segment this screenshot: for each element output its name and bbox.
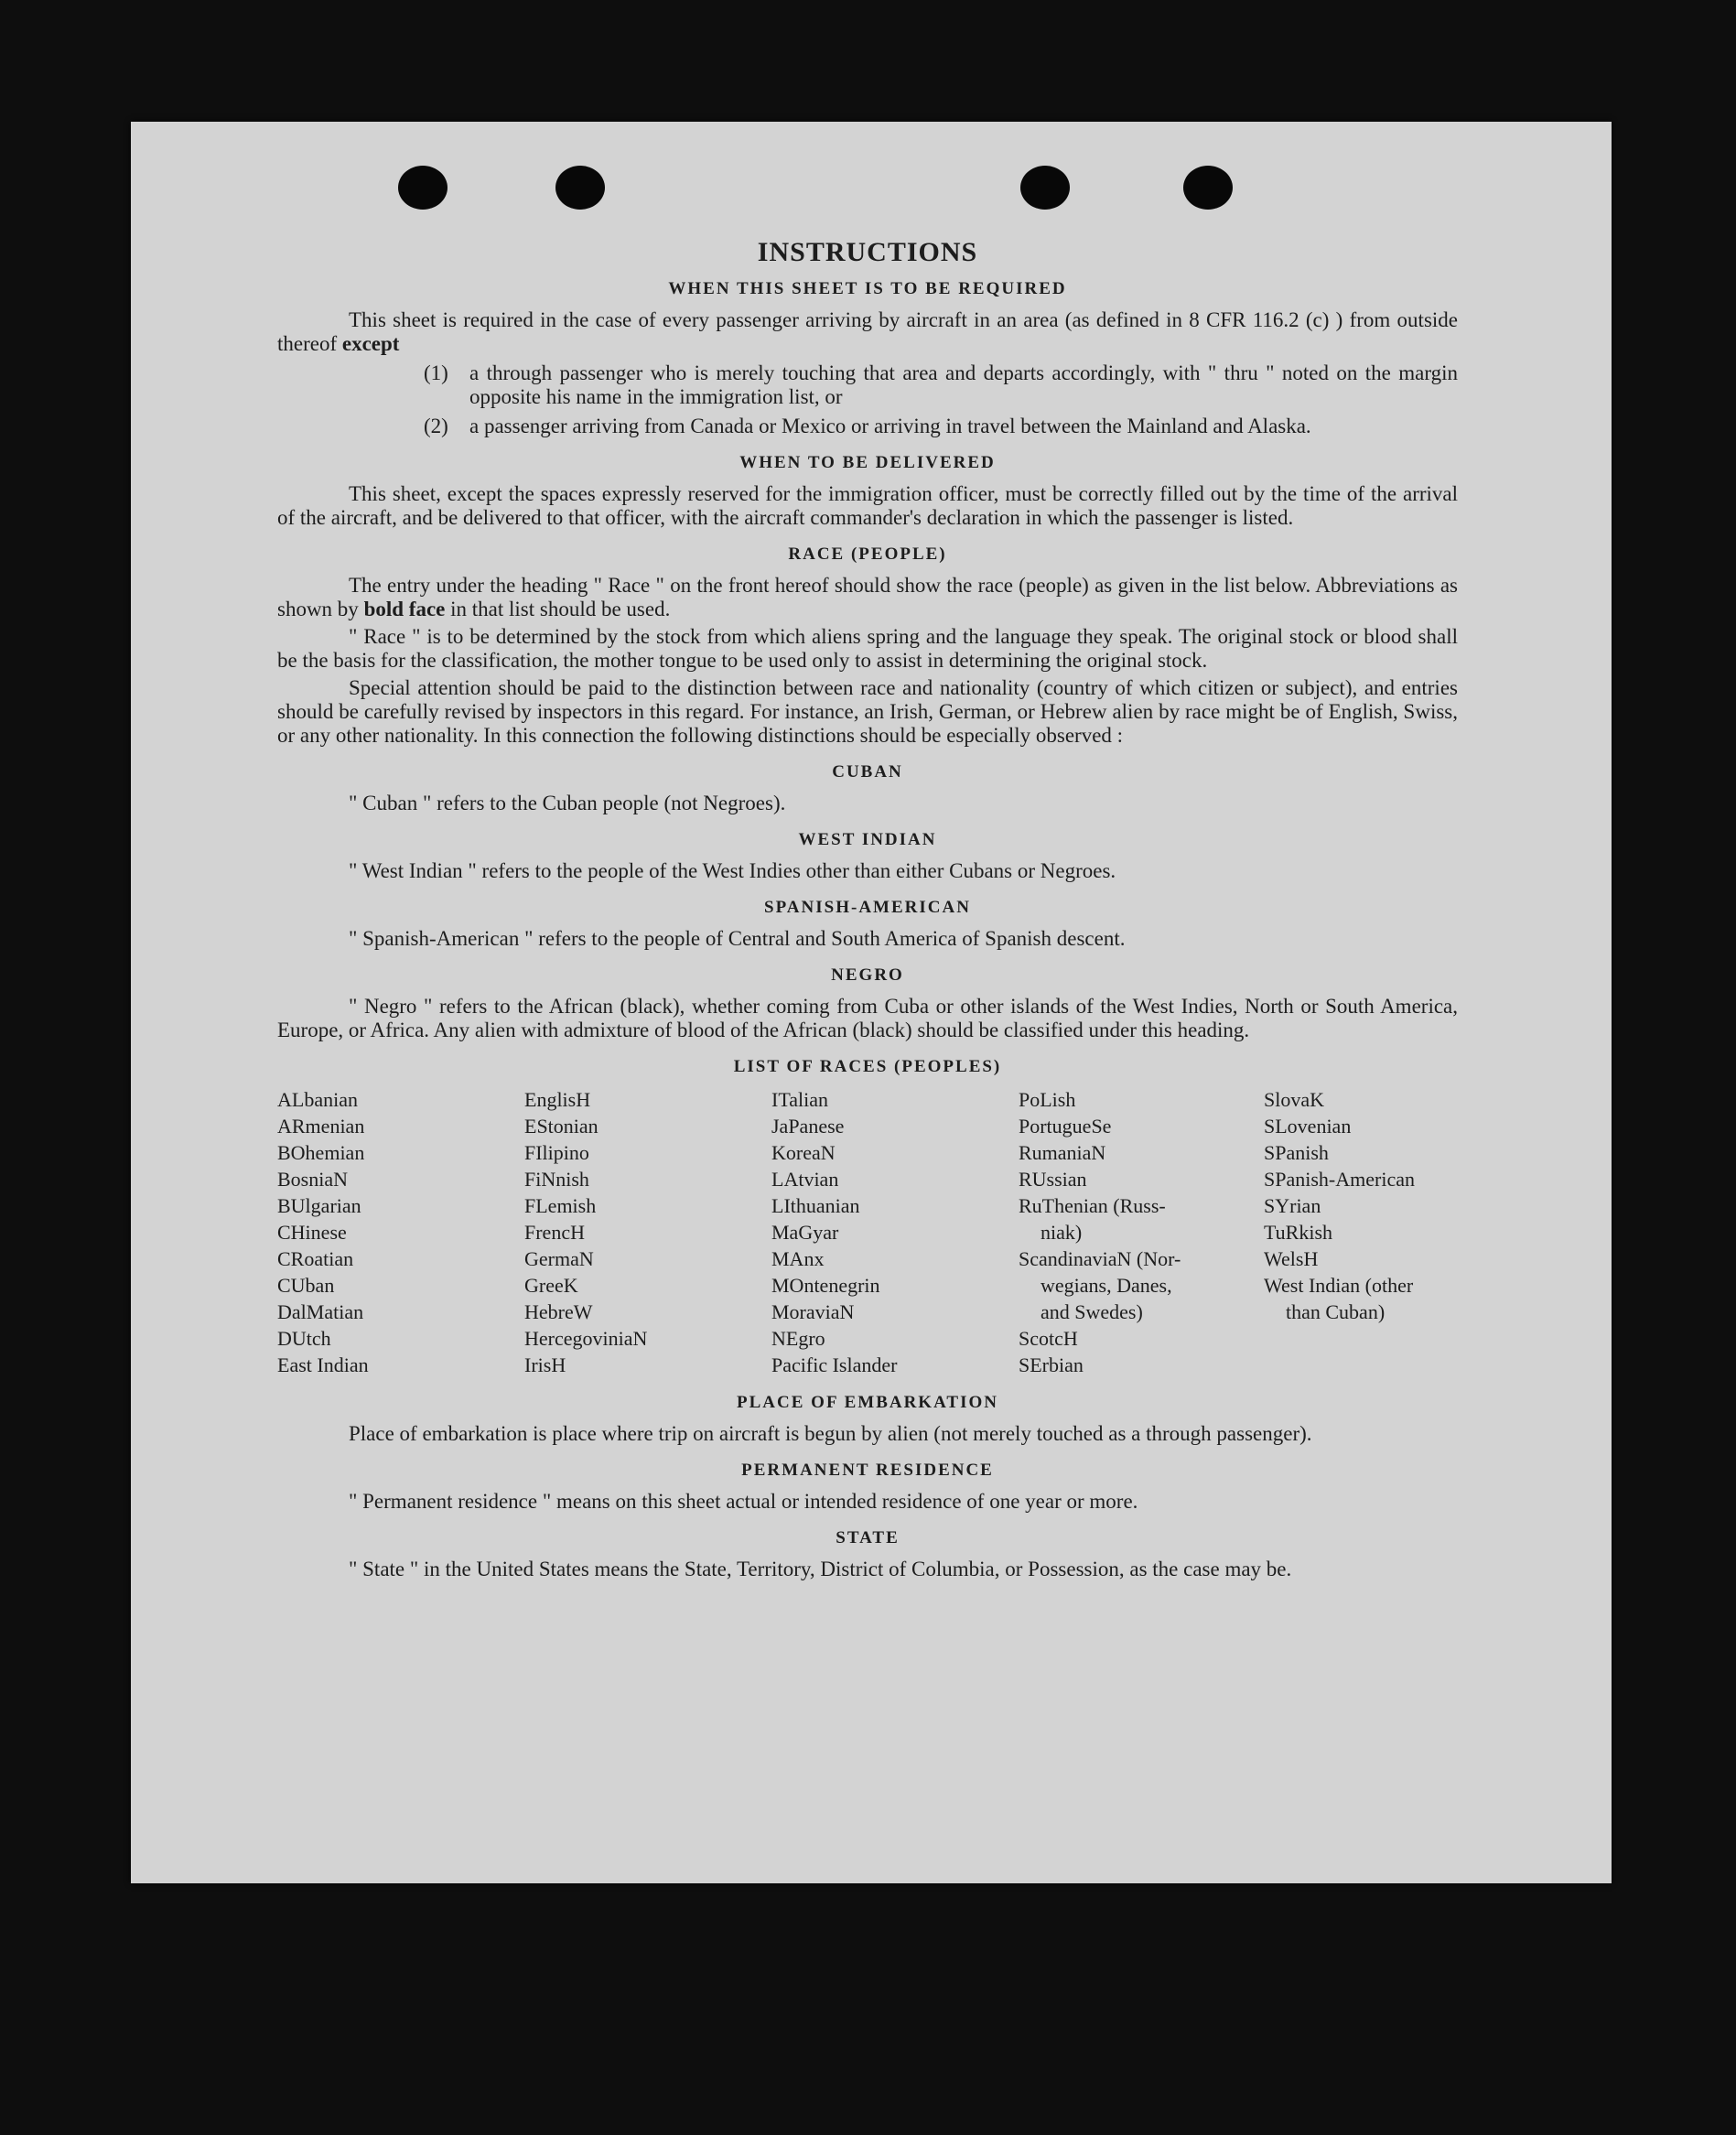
- residence-text: " Permanent residence " means on this sheet actual or intended residence of one year or more.: [349, 1490, 1138, 1513]
- state-text: " State " in the United States means the State, Territory, District of Columbia, or Possession, as the case may be.: [349, 1558, 1292, 1580]
- race-entry: BOhemian: [277, 1141, 365, 1164]
- race-entry: niak): [1041, 1221, 1083, 1244]
- race-entry: EnglisH: [524, 1088, 591, 1111]
- race-entry: GermaN: [524, 1247, 594, 1270]
- heading-west-indian: WEST INDIAN: [798, 830, 937, 849]
- punch-hole: [1020, 166, 1070, 210]
- heading-list-of-races: LIST OF RACES (PEOPLES): [733, 1057, 1002, 1076]
- page-title: INSTRUCTIONS: [757, 237, 978, 267]
- required-item-2: (2) a passenger arriving from Canada or Mexico or arriving in travel between the Mainland and Alaska.: [424, 415, 1311, 437]
- race-entry: and Swedes): [1041, 1300, 1143, 1323]
- instructions-content: [277, 237, 1458, 1585]
- race-entry: MaGyar: [771, 1221, 839, 1244]
- race-entry: NEgro: [771, 1327, 825, 1350]
- race-entry: HercegoviniaN: [524, 1327, 648, 1350]
- race-entry: ScotcH: [1019, 1327, 1078, 1350]
- race-entry: TuRkish: [1264, 1221, 1333, 1244]
- punch-hole: [398, 166, 447, 210]
- race-entry: SPanish: [1264, 1141, 1329, 1164]
- race-entry: LAtvian: [771, 1168, 839, 1191]
- race-entry: RUssian: [1019, 1168, 1087, 1191]
- races-column: [524, 1086, 771, 1378]
- race-entry: JaPanese: [771, 1115, 845, 1138]
- races-list: [277, 1086, 1458, 1378]
- race-p1: The entry under the heading " Race " on the front hereof should show the race (people) as given in the list below. Abbreviations as shown by bold face in that list should be used.: [277, 574, 1458, 620]
- race-entry: SErbian: [1019, 1353, 1084, 1376]
- race-entry: PortugueSe: [1019, 1115, 1112, 1138]
- race-entry: CHinese: [277, 1221, 347, 1244]
- heading-delivered: WHEN TO BE DELIVERED: [739, 453, 996, 472]
- race-entry: IrisH: [524, 1353, 566, 1376]
- race-entry: CUban: [277, 1274, 335, 1297]
- embarkation-text: Place of embarkation is place where trip on aircraft is begun by alien (not merely touched as a through passenger).: [349, 1422, 1312, 1445]
- races-column: [277, 1086, 524, 1378]
- race-entry: SLovenian: [1264, 1115, 1352, 1138]
- race-entry: BUlgarian: [277, 1194, 361, 1217]
- race-entry: FLemish: [524, 1194, 597, 1217]
- race-entry: RuThenian (Russ-: [1019, 1194, 1166, 1217]
- heading-required: WHEN THIS SHEET IS TO BE REQUIRED: [668, 279, 1067, 298]
- race-entry: wegians, Danes,: [1041, 1274, 1172, 1297]
- race-entry: FIlipino: [524, 1141, 589, 1164]
- document-sheet: [131, 122, 1612, 1883]
- race-entry: ITalian: [771, 1088, 828, 1111]
- race-entry: ARmenian: [277, 1115, 365, 1138]
- race-entry: CRoatian: [277, 1247, 354, 1270]
- race-entry: GreeK: [524, 1274, 578, 1297]
- race-entry: FrencH: [524, 1221, 585, 1244]
- heading-residence: PERMANENT RESIDENCE: [741, 1461, 994, 1480]
- race-entry: ScandinaviaN (Nor-: [1019, 1247, 1181, 1270]
- heading-spanish-american: SPANISH-AMERICAN: [764, 898, 971, 917]
- west-indian-text: " West Indian " refers to the people of the West Indies other than either Cubans or Negroes.: [349, 859, 1116, 882]
- race-entry: DUtch: [277, 1327, 331, 1350]
- required-item-1: (1) a through passenger who is merely touching that area and departs accordingly, with " thru " noted on the margin opposite his name in the immigration list, or: [424, 361, 1458, 408]
- races-column: [771, 1086, 1019, 1378]
- race-entry: SlovaK: [1264, 1088, 1324, 1111]
- races-column: [1019, 1086, 1264, 1378]
- race-entry: BosniaN: [277, 1168, 348, 1191]
- race-entry: SPanish-American: [1264, 1168, 1415, 1191]
- cuban-text: " Cuban " refers to the Cuban people (not Negroes).: [349, 792, 786, 814]
- race-entry: Pacific Islander: [771, 1353, 898, 1376]
- heading-negro: NEGRO: [831, 965, 904, 985]
- race-entry: KoreaN: [771, 1141, 836, 1164]
- race-entry: MOntenegrin: [771, 1274, 880, 1297]
- punch-hole: [555, 166, 605, 210]
- race-entry: PoLish: [1019, 1088, 1076, 1111]
- race-p2: " Race " is to be determined by the stock from which aliens spring and the language they speak. The original stock or blood shall be the basis for the classification, the mother tongue to be used only to assist in determining the original stock.: [277, 625, 1458, 672]
- heading-cuban: CUBAN: [832, 762, 903, 782]
- race-entry: MAnx: [771, 1247, 825, 1270]
- negro-text: " Negro " refers to the African (black), whether coming from Cuba or other islands of the West Indies, North or South America, Europe, or Africa. Any alien with admixture of blood of the African (black) should be classified under this heading.: [277, 995, 1458, 1041]
- race-entry: LIthuanian: [771, 1194, 860, 1217]
- race-entry: MoraviaN: [771, 1300, 855, 1323]
- race-entry: WelsH: [1264, 1247, 1319, 1270]
- punch-hole: [1183, 166, 1233, 210]
- spanish-american-text: " Spanish-American " refers to the people of Central and South America of Spanish descent.: [349, 927, 1126, 950]
- race-entry: than Cuban): [1286, 1300, 1386, 1323]
- race-entry: EStonian: [524, 1115, 598, 1138]
- race-entry: DalMatian: [277, 1300, 364, 1323]
- race-entry: SYrian: [1264, 1194, 1321, 1217]
- heading-state: STATE: [836, 1528, 900, 1547]
- race-entry: West Indian (other: [1264, 1274, 1414, 1297]
- race-entry: RumaniaN: [1019, 1141, 1106, 1164]
- races-column: [1264, 1086, 1458, 1378]
- required-intro: This sheet is required in the case of every passenger arriving by aircraft in an area (as defined in 8 CFR 116.2 (c) ) from outside thereof except: [277, 308, 1458, 355]
- race-entry: East Indian: [277, 1353, 369, 1376]
- delivered-text: This sheet, except the spaces expressly reserved for the immigration officer, must be correctly filled out by the time of the arrival of the aircraft, and be delivered to that officer, with the aircraft commander's declaration in which the passenger is listed.: [277, 482, 1458, 529]
- heading-embarkation: PLACE OF EMBARKATION: [737, 1393, 998, 1412]
- race-entry: HebreW: [524, 1300, 593, 1323]
- race-entry: FiNnish: [524, 1168, 589, 1191]
- heading-race: RACE (PEOPLE): [788, 545, 947, 564]
- race-p3: Special attention should be paid to the distinction between race and nationality (country of which citizen or subject), and entries should be carefully revised by inspectors in this regard. For instance, an Irish, German, or Hebrew alien by race might be of English, Swiss, or any other nationality. In this connection the following distinctions should be especially observed :: [277, 676, 1458, 747]
- race-entry: ALbanian: [277, 1088, 358, 1111]
